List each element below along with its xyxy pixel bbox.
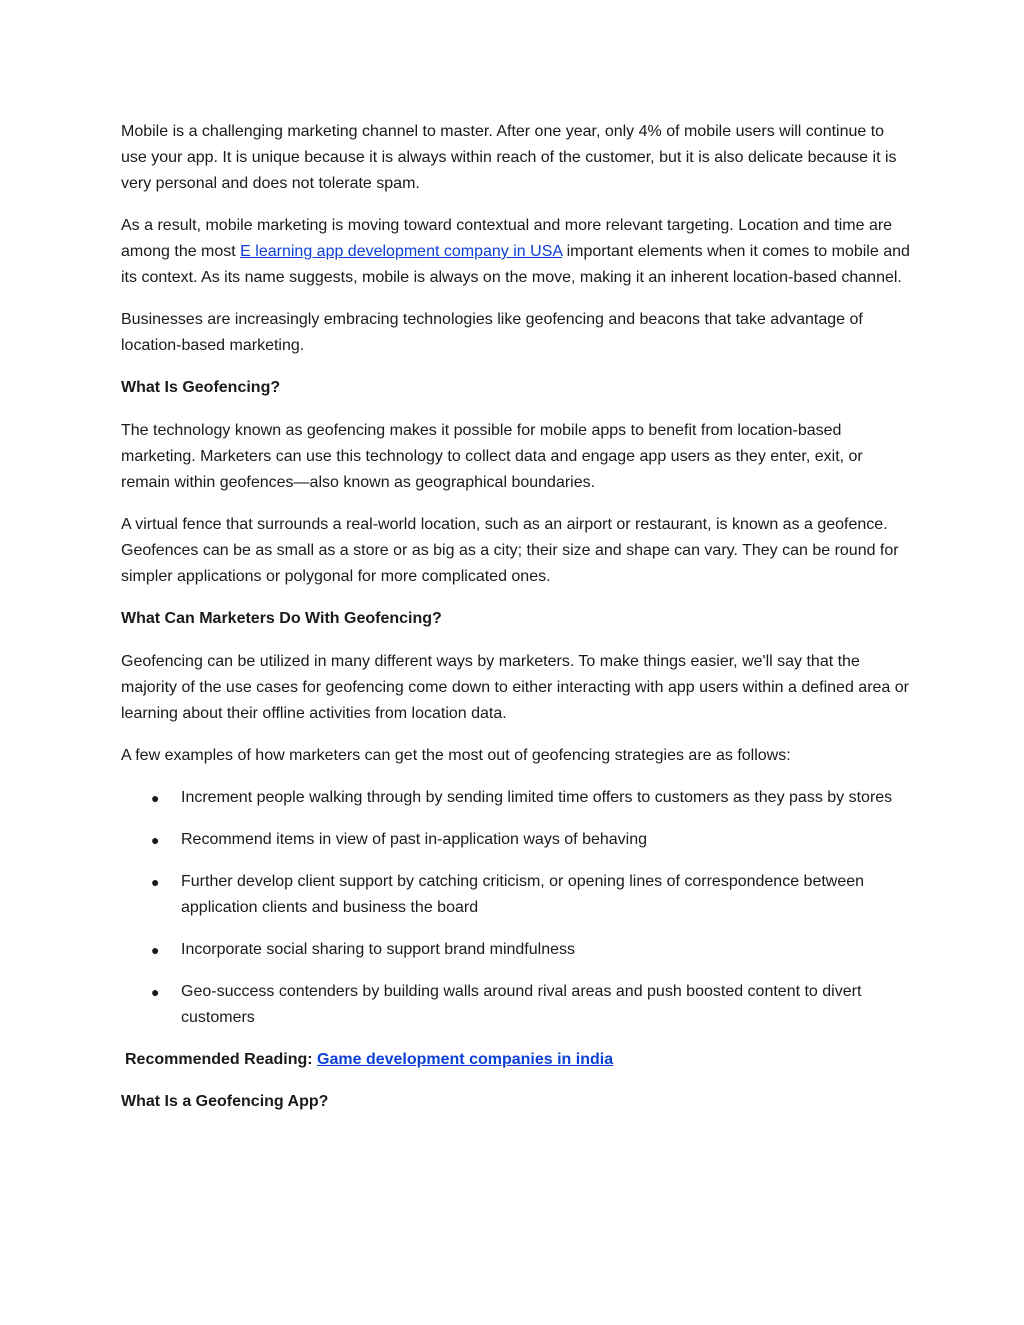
list-item	[121, 979, 911, 1031]
bullet-icon: ●	[151, 942, 160, 958]
list-item-text: Incorporate social sharing to support brand mindfulness	[181, 941, 575, 958]
geofencing-paragraph-2: A virtual fence that surrounds a real-world location, such as an airport or restaurant, is known as a geofence. Geofences can be as small as a store or as big as a city; their size and shape can vary. They can be round for simpler applications or polygonal for more complicated ones.	[121, 516, 899, 585]
marketers-paragraph-1: Geofencing can be utilized in many different ways by marketers. To make things easier, we'll say that the majority of the use cases for geofencing come down to either interacting with app users within a defined area or learning about their offline activities from location data.	[121, 653, 909, 722]
e-learning-app-link[interactable]: E learning app development company in USA	[240, 243, 563, 260]
bullet-icon: ●	[151, 984, 160, 1000]
intro-paragraph-2	[121, 213, 911, 291]
list-item	[121, 869, 911, 921]
examples-list	[121, 785, 911, 1031]
list-item	[121, 785, 911, 811]
list-item	[121, 827, 911, 853]
list-item-text: Geo-success contenders by building walls around rival areas and push boosted content to divert customers	[181, 983, 862, 1026]
heading-what-is-geofencing: What Is Geofencing?	[121, 379, 281, 396]
list-item-text: Recommend items in view of past in-application ways of behaving	[181, 831, 648, 848]
game-development-link[interactable]: Game development companies in india	[317, 1051, 614, 1068]
intro-paragraph-1: Mobile is a challenging marketing channel to master. After one year, only 4% of mobile users will continue to use your app. It is unique because it is always within reach of the customer, but it is also delicate because it is very personal and does not tolerate spam.	[121, 123, 897, 192]
intro-paragraph-3: Businesses are increasingly embracing technologies like geofencing and beacons that take advantage of location-based marketing.	[121, 311, 863, 354]
list-item	[121, 937, 911, 963]
intro-paragraph-2-text-after: important elements when it comes to mobile and its context. As its name suggests, mobile is always on the move, making it an inherent location-based channel.	[121, 243, 910, 286]
recommended-reading-label: Recommended Reading:	[125, 1051, 318, 1068]
list-item-text: Further develop client support by catching criticism, or opening lines of correspondence between application clients and business the board	[181, 873, 865, 916]
document-page	[121, 119, 911, 1132]
bullet-icon: ●	[151, 874, 160, 890]
bullet-icon: ●	[151, 790, 160, 806]
intro-paragraph-2-text-before: As a result, mobile marketing is moving toward contextual and more relevant targeting. Location and time are among the most	[121, 217, 893, 260]
heading-what-is-geofencing-app: What Is a Geofencing App?	[121, 1093, 329, 1110]
recommended-reading	[125, 1047, 911, 1073]
heading-what-can-marketers-do: What Can Marketers Do With Geofencing?	[121, 610, 442, 627]
geofencing-paragraph-1: The technology known as geofencing makes it possible for mobile apps to benefit from location-based marketing. Marketers can use this technology to collect data and engage app users as they enter, exit, or remain within geofences—also known as geographical boundaries.	[121, 422, 863, 491]
bullet-icon: ●	[151, 832, 160, 848]
marketers-paragraph-2: A few examples of how marketers can get the most out of geofencing strategies are as follows:	[121, 747, 791, 764]
list-item-text: Increment people walking through by sending limited time offers to customers as they pass by stores	[181, 789, 893, 806]
